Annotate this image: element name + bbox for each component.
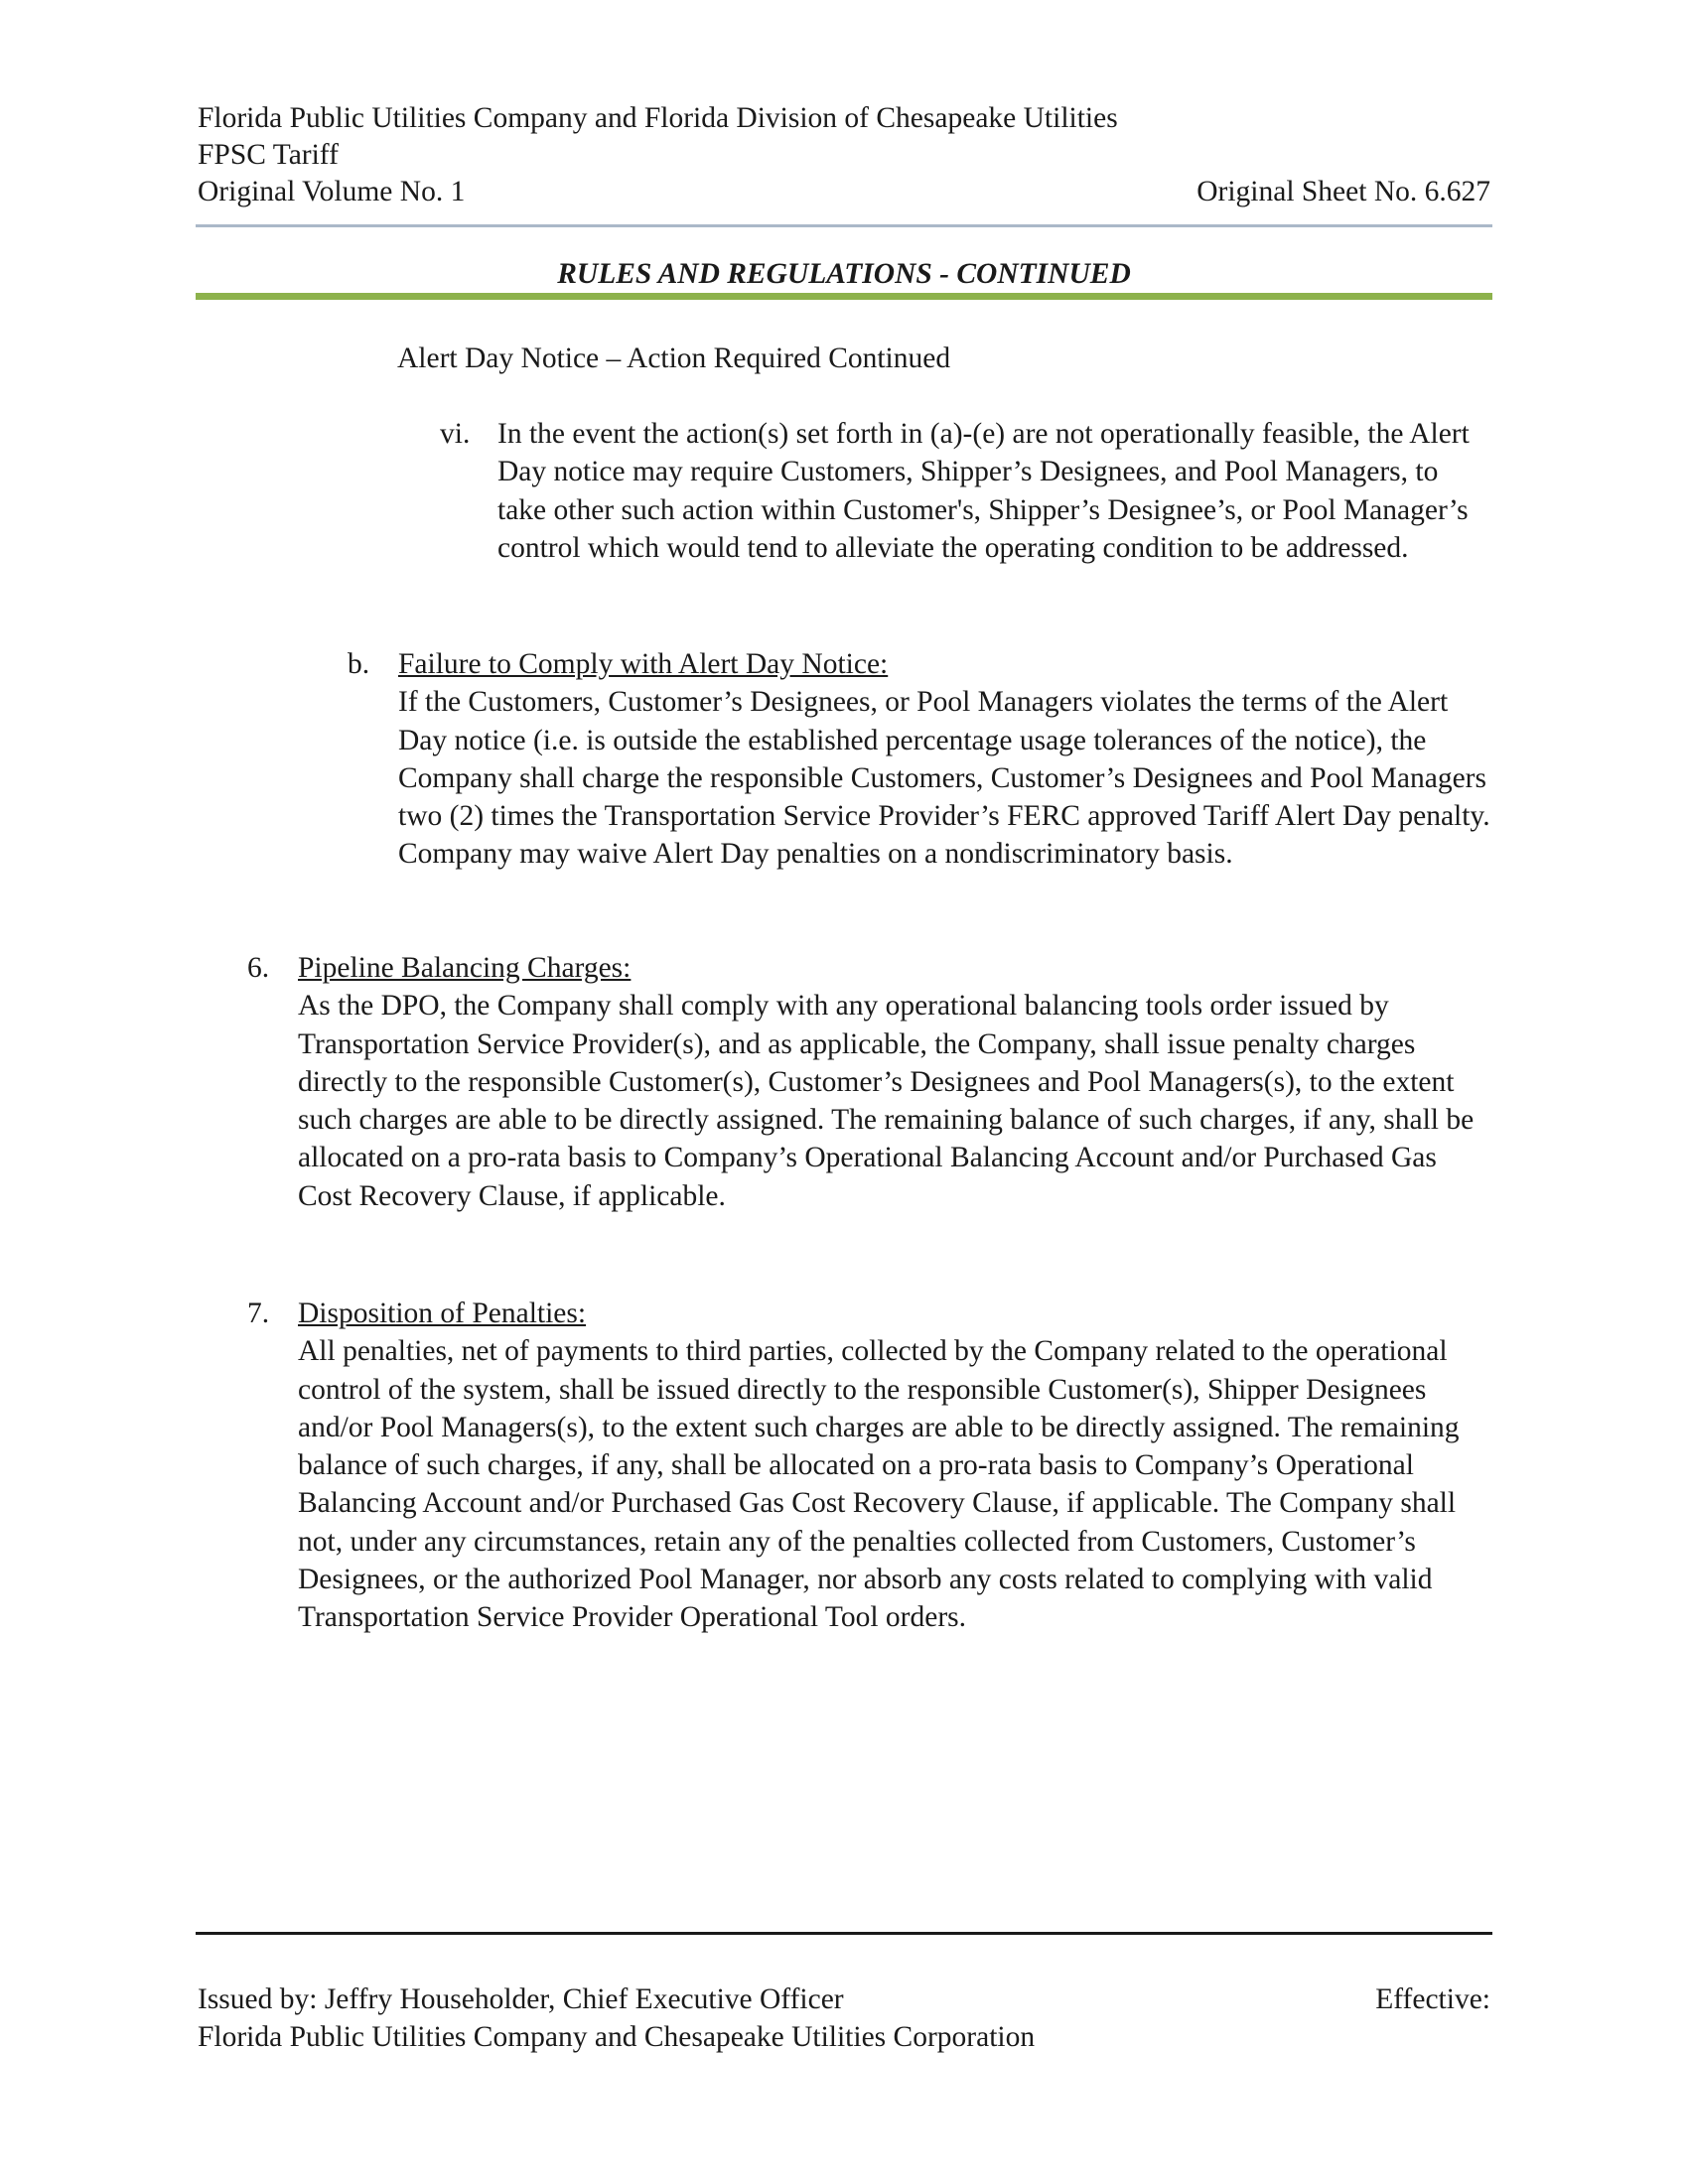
footer-divider [196, 1932, 1492, 1935]
document-header [198, 100, 1490, 210]
item-6-block [298, 949, 1492, 1215]
header-volume-row [198, 174, 1490, 210]
item-7-marker: 7. [247, 1297, 270, 1329]
header-tariff-line: FPSC Tariff [198, 139, 339, 171]
item-b-block [398, 645, 1492, 874]
item-b-heading: Failure to Comply with Alert Day Notice: [398, 648, 889, 680]
footer-effective: Effective: [1375, 1983, 1490, 2015]
section-title: RULES AND REGULATIONS - CONTINUED [557, 258, 1131, 290]
document-footer [198, 1980, 1490, 2056]
item-6-heading: Pipeline Balancing Charges: [298, 952, 632, 984]
item-7-text: All penalties, net of payments to third parties, collected by the Company related to the operational control of the system, shall be issued directly to the responsible Customer(s), Shipper Designees and/or Pool Managers(s), to the extent such charges are able to be directly assigned. The remaining balance of such charges, if any, shall be allocated on a pro-rata basis to Company’s Operational Balancing Account and/or Purchased Gas Cost Recovery Clause, if applicable. The Company shall not, under any circumstances, retain any of the penalties collected from Customers, Customer’s Designees, or the authorized Pool Manager, nor absorb any costs related to complying with valid Transportation Service Provider Operational Tool orders. [298, 1335, 1460, 1634]
continued-heading: Alert Day Notice – Action Required Continued [397, 342, 951, 374]
footer-issued-row [198, 1980, 1490, 2018]
header-divider [196, 224, 1492, 227]
header-company-line: Florida Public Utilities Company and Florida Division of Chesapeake Utilities [198, 102, 1118, 134]
item-b-text: If the Customers, Customer’s Designees, or Pool Managers violates the terms of the Alert Day notice (i.e. is outside the established percentage usage tolerances of the notice), the Company shall charge the responsible Customers, Customer’s Designees and Pool Managers two (2) times the Transportation Service Provider’s FERC approved Tariff Alert Day penalty. Company may waive Alert Day penalties on a nondiscriminatory basis. [398, 686, 1490, 871]
item-7-heading: Disposition of Penalties: [298, 1297, 587, 1329]
header-volume: Original Volume No. 1 [198, 176, 466, 207]
footer-issued-by: Issued by: Jeffry Householder, Chief Executive Officer [198, 1983, 844, 2015]
section-title-divider [196, 293, 1492, 300]
item-6-text: As the DPO, the Company shall comply with any operational balancing tools order issued by Transportation Service Provider(s), and as applicable, the Company, shall issue penalty charges directly to the responsible Customer(s), Customer’s Designees and Pool Managers(s), to the extent such charges are able to be directly assigned. The remaining balance of such charges, if any, shall be allocated on a pro-rata basis to Company’s Operational Balancing Account and/or Purchased Gas Cost Recovery Clause, if applicable. [298, 990, 1475, 1212]
item-7-block [298, 1295, 1492, 1637]
item-b-marker: b. [348, 648, 370, 680]
footer-companies: Florida Public Utilities Company and Chesapeake Utilities Corporation [198, 2021, 1036, 2053]
item-6-marker: 6. [247, 952, 270, 984]
header-sheet-number: Original Sheet No. 6.627 [1196, 176, 1490, 207]
item-vi-text: In the event the action(s) set forth in (a)-(e) are not operationally feasible, the Alert Day notice may require Customers, Shipper’s Designees, and Pool Managers, to take other such action within Customer's, Shipper’s Designee’s, or Pool Manager’s control which would tend to alleviate the operating condition to be addressed. [497, 418, 1470, 564]
item-vi-marker: vi. [440, 418, 471, 450]
